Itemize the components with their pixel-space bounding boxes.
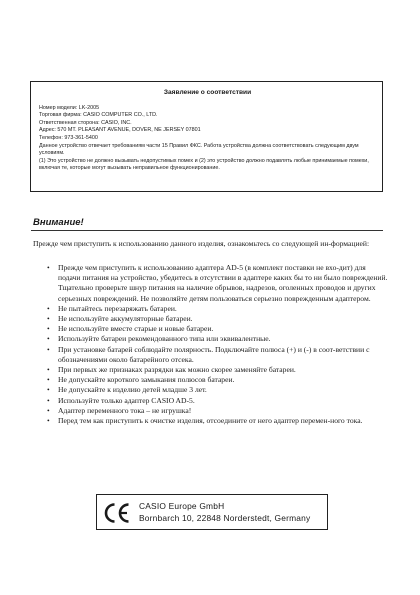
list-item: • Не допускайте к изделию детей младше 3 лет. [47,385,207,395]
bullet-icon: • [47,375,50,385]
bullet-icon: • [47,263,50,272]
list-item: • Используйте только адаптер CASIO AD-5. [47,395,195,405]
ce-company-info [139,500,310,524]
bullet-icon: • [47,324,50,334]
bullet-icon: • [47,344,50,354]
list-item: • Не пытайтесь перезаряжать батареи. [47,303,177,313]
company-name: CASIO Europe GmbH [139,501,225,511]
bullet-icon: • [47,314,50,324]
list-item: • Адаптер переменного тока – не игрушка! [47,405,192,415]
address: Адрес: 570 MT. PLEASANT AVENUE, DOVER, NE JERSEY 07801 [39,127,201,134]
list-item: • Не используйте вместе старые и новые батареи. [47,324,214,334]
warning-list [44,263,388,426]
trade-name: Торговая фирма: CASIO COMPUTER CO., LTD. [39,112,158,119]
list-item: • Перед тем как приступить к очистке изделия, отсоедините от него адаптер перемен-ного тока. [47,416,363,426]
list-item: • Прежде чем приступить к использованию адаптера AD-5 (в комплект поставки не вхо-дит) для подачи питания на устройство, убедитесь в отсутствии в адаптере каких бы то ни было повреждений. Тщательно проверьте шнур питания на наличие обрывов, надрезов, оголенных проводов и других серьезных повреждений. Не позволяйте детям пользоваться серьезно поврежденным адаптером. [47,263,388,303]
bullet-icon: • [47,405,50,415]
bullet-icon: • [47,303,50,313]
ce-declaration-box [96,494,328,530]
list-item: • Не допускайте короткого замыкания полюсов батареи. [47,375,235,385]
bullet-icon: • [47,365,50,375]
bullet-icon: • [47,385,50,395]
declaration-title: Заявление о соответствии [163,89,252,96]
bullet-icon: • [47,334,50,344]
responsible-party: Ответственная сторона: CASIO, INC. [39,119,132,126]
fcc-conditions: (1) Это устройство не должно вызывать недопустимых помех и (2) это устройство должно подавлять любые принимаемые помехи, включая те, которые могут вызывать неправильное функционирование. [39,157,369,172]
warning-intro: Прежде чем приступить к использованию данного изделия, ознакомьтесь со следующей ин-формацией: [33,239,370,248]
list-item: • Используйте батареи рекомендованного типа или эквивалентные. [47,334,271,344]
warning-heading: Внимание! [33,217,84,228]
ce-mark-icon [103,502,131,524]
list-item: • При первых же признаках разрядки как можно скорее заменяйте батареи. [47,365,296,375]
list-item: • При установке батарей соблюдайте полярность. Подключайте полюса (+) и (-) в соот-ветствии с обозначениями около батарейного отсека. [47,344,370,364]
model-number: Номер модели: LK-2005 [39,104,100,111]
declaration-of-conformity-box [30,81,383,192]
bullet-icon: • [47,416,50,426]
list-item: • Не используйте аккумуляторные батареи. [47,314,193,324]
heading-divider [31,230,383,231]
fcc-statement: Данное устройство отвечает требованиям части 15 Правил ФКС. Работа устройства должна соответствовать следующим двум условиям. [39,142,359,157]
company-address: Bornbarch 10, 22848 Norderstedt, Germany [139,513,311,523]
bullet-icon: • [47,395,50,405]
phone: Телефон: 973-361-5400 [39,134,98,141]
